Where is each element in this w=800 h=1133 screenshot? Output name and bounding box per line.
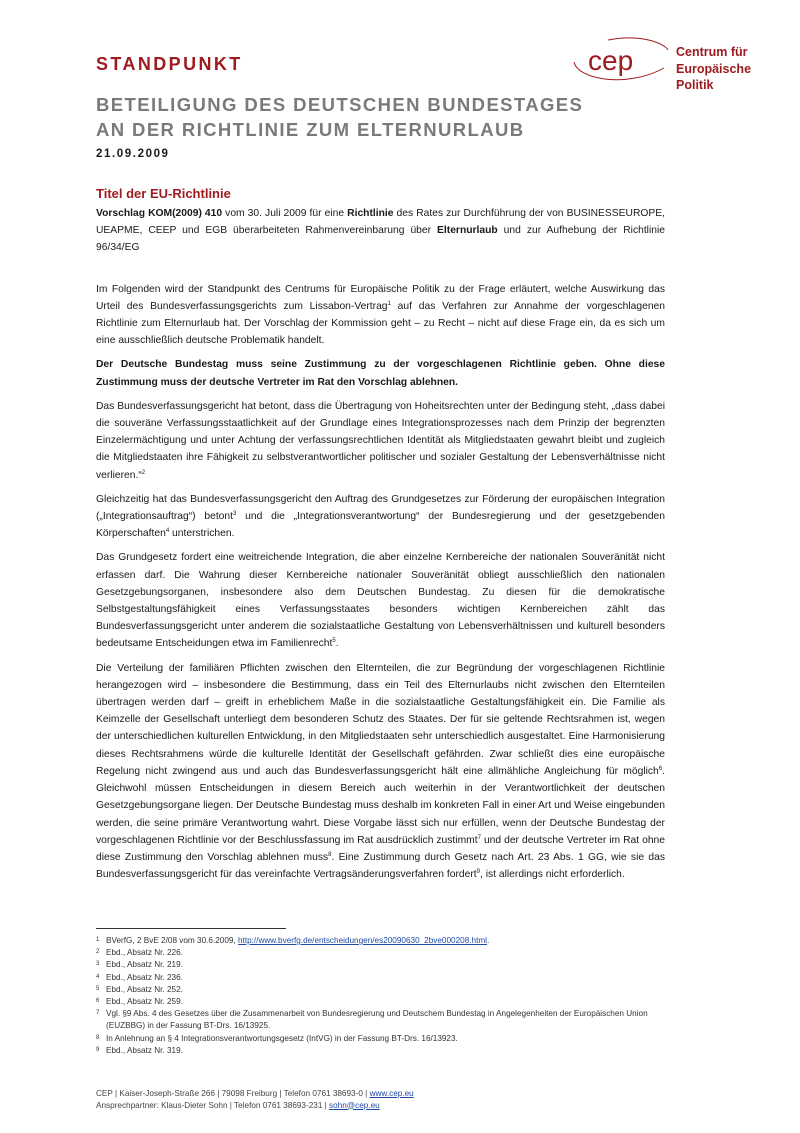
p1-text-a: Im Folgenden wird der Standpunkt des Centrums für Europäische Politik zu der Frage erläutert, welche Auswirkung das Urteil des Bundesverfassungsgerichts zum Lissabon-Vertrag <box>96 283 665 312</box>
email-link[interactable]: sohn@cep.eu <box>329 1100 380 1110</box>
p6-text-a: Die Verteilung der familiären Pflichten zwischen den Elternteilen, die zur Begründung der vorgeschlagenen Richtlinie herangezogen wird – insbesondere die Bestimmung, dass ein Teil des Elternurlaubs nicht zwischen den Elternteilen übertragen werden darf – greift in erheblichem Maße in die sozialstaatliche Gestaltungsfähigkeit ein. Die Familie als Keimzelle der Gesellschaft unterliegt dem besonderen Schutz des Staates. Der für sie geltende Rechtsrahmen ist, wegen der unterschiedlichen kulturellen Entwicklung, in den Mitgliedstaaten sehr unterschiedlich ausgestaltet. Eine Harmonisierung dieses Rechtsrahmens würde die kulturelle Identität der Gesellschaft gefährden. Zwar schließt dies eine europäische Regelung nicht zwingend aus und auch das Bundesverfassungsgericht hält eine allmähliche Angleichung für möglich <box>96 662 665 777</box>
p6-text-c: und der deutsche Vertreter im Rat ohne diese Zustimmung den Vorschlag ablehnen muss <box>96 834 666 863</box>
lead-text-2: vom 30. Juli 2009 für eine <box>222 208 348 219</box>
footer-contact <box>96 1100 596 1112</box>
lead-bold-5: Elternurlaub <box>437 225 498 237</box>
p5-text-b: . <box>335 638 339 650</box>
paragraph-grundgesetz <box>96 549 665 652</box>
footnote-1-text: BVerfG, 2 BvE 2/08 vom 30.6.2009, <box>106 936 238 945</box>
footnote-1-after: . <box>487 936 490 945</box>
p4-text-b: und die „Integrationsverantwortung“ der Bundesregierung und der gesetzgebenden Körperschaften <box>96 511 665 540</box>
footnote-number: 7 <box>96 1010 100 1017</box>
p6-text-b: . Gleichwohl müssen Entscheidungen in diesem Bereich auch weiterhin in der Verantwortlichkeit der deutschen Gesetzgebungsorgane liegen. Der Deutsche Bundestag muss deshalb im konkreten Fall in einer Art und Weise eingebunden werden, die seine primäre Verantwortung wahrt. Diese Vorgabe lässt sich nur erfüllen, wenn der Deutsche Bundestag der vorgeschlagenen Richtlinie vor der Beschlussfassung im Rat ausdrücklich zustimmt <box>96 765 665 846</box>
website-link[interactable]: www.cep.eu <box>369 1089 414 1098</box>
footnote-ref-9[interactable]: 9 <box>476 869 480 876</box>
footnote-number: 9 <box>96 1046 100 1053</box>
footnote-1 <box>96 935 671 947</box>
footnote-3 <box>96 959 671 971</box>
paragraph-intro <box>96 281 665 350</box>
footnote-ref-6[interactable]: 6 <box>658 765 663 772</box>
p4-text-a: Gleichzeitig hat das Bundesverfassungsgericht den Auftrag des Grundgesetzes zur Förderung der europäischen Integration („Integrationsauftrag“) betont <box>96 493 665 523</box>
p6-text-e: , ist allerdings nicht erforderlich. <box>479 869 625 881</box>
footnote-5 <box>96 984 671 996</box>
p1-text-b: auf das Verfahren zur Annahme der vorgeschlagenen Richtlinie zum Elternurlaub hat. Der Vorschlag der Kommission geht – zu Recht – nicht auf diese Frage ein, da es sich um eine ausschließlich deutsche Problematik handelt. <box>96 300 665 347</box>
lead-bold-3: Richtlinie <box>347 208 394 219</box>
document-body <box>96 205 665 890</box>
footnote-text <box>106 935 671 947</box>
paragraph-key-statement <box>96 356 665 390</box>
paragraph-family-duties <box>96 660 665 884</box>
lead-text-4: des Rates zur Durchführung der von BUSINESSEUROPE, UEAPME, CEEP und EGB überarbeiteten Rahmenvereinbarung über <box>96 208 665 237</box>
paragraph-integration <box>96 491 665 543</box>
brand-line-2: Europäische <box>676 61 752 76</box>
p3-text: Das Bundesverfassungsgericht hat betont, dass die Übertragung von Hoheitsrechten unter der Bedingung steht, „dass dabei die souveräne Verfassungsstaatlichkeit auf der Grundlage eines Integrationsprozesses nach dem Prinzip der begrenzten Einzelermächtigung und unter Achtung der verfassungsrechtlichen Identität als Mitgliedstaaten gewahrt bleibt und zugleich die Mitgliedstaaten ihre Fähigkeit zu selbstverantwortlicher politischer und sozialer Gestaltung der Lebensverhältnisse nicht verlieren.“ <box>96 400 665 481</box>
document-label: STANDPUNKT <box>96 54 243 74</box>
footnote-text: Ebd., Absatz Nr. 236. <box>106 972 183 982</box>
footnotes <box>96 935 671 1057</box>
brand-name <box>676 44 776 94</box>
footnote-text: Vgl. §9 Abs. 4 des Gesetzes über die Zusammenarbeit von Bundesregierung und Deutschem Bundestag in Angelegenheiten der Europäischen Union (EUZBBG) in der Fassung BT-Drs. 16/13925. <box>106 1009 648 1031</box>
footnote-text: Ebd., Absatz Nr. 226. <box>106 948 183 958</box>
footnote-7 <box>96 1008 671 1032</box>
paragraph-court-emphasis <box>96 398 665 484</box>
footnote-text: Ebd., Absatz Nr. 319. <box>106 1045 183 1055</box>
page-title <box>96 92 616 142</box>
footnote-ref-4[interactable]: 4 <box>165 528 170 535</box>
footnote-8 <box>96 1033 671 1045</box>
footnote-number: 3 <box>96 961 100 968</box>
footer-address <box>96 1088 596 1100</box>
footnote-text: Ebd., Absatz Nr. 219. <box>106 960 183 970</box>
footnote-number: 4 <box>96 973 100 980</box>
p2-bold: Der Deutsche Bundestag muss seine Zustimmung zu der vorgeschlagenen Richtlinie geben. Ohne diese Zustimmung muss der deutsche Vertreter im Rat den Vorschlag ablehnen. <box>96 359 665 388</box>
footnote-number: 5 <box>96 985 100 992</box>
footnote-text: In Anlehnung an § 4 Integrationsverantwortungsgesetz (IntVG) in der Fassung BT-Drs. 16/13923. <box>106 1033 458 1043</box>
footnote-divider <box>96 928 286 929</box>
footnote-ref-3[interactable]: 3 <box>233 511 237 518</box>
footnote-2 <box>96 947 671 959</box>
directive-title-paragraph <box>96 205 665 257</box>
footnote-text: Ebd., Absatz Nr. 259. <box>106 997 183 1007</box>
logo-text: cep <box>588 45 634 76</box>
footnote-ref-5[interactable]: 5 <box>332 638 336 645</box>
footnote-ref-7[interactable]: 7 <box>477 834 481 841</box>
lead-bold-1: Vorschlag KOM(2009) 410 <box>96 208 223 219</box>
lead-text-6: und zur Aufhebung der Richtlinie 96/34/EG <box>96 225 665 254</box>
footer-contact-text: Ansprechpartner: Klaus-Dieter Sohn | Telefon 0761 38693-231 | <box>96 1100 330 1110</box>
footer-address-text: CEP | Kaiser-Joseph-Straße 266 | 79098 Freiburg | Telefon 0761 38693-0 | <box>96 1089 370 1098</box>
bverfg-link[interactable]: http://www.bverfg.de/entscheidungen/es20090630_2bve000208.html <box>238 936 487 945</box>
footnote-ref-2[interactable]: 2 <box>141 469 146 476</box>
title-line-2: AN DER RICHTLINIE ZUM ELTERNURLAUB <box>96 119 525 140</box>
footnote-ref-1[interactable]: 1 <box>387 300 391 307</box>
footnote-4 <box>96 972 671 984</box>
footnote-text: Ebd., Absatz Nr. 252. <box>106 984 183 994</box>
page-footer <box>96 1088 596 1111</box>
footnote-9 <box>96 1045 671 1057</box>
brand-line-3: Politik <box>676 78 714 92</box>
footnote-number: 6 <box>96 998 100 1005</box>
p4-text-c: unterstrichen. <box>169 528 235 540</box>
footnote-number: 2 <box>96 949 100 956</box>
document-date: 21.09.2009 <box>96 148 170 160</box>
footnote-number: 8 <box>96 1034 100 1041</box>
footnote-6 <box>96 996 671 1008</box>
brand-line-1: Centrum für <box>676 45 748 59</box>
p5-text-a: Das Grundgesetz fordert eine weitreichende Integration, die aber einzelne Kernbereiche der nationalen Souveränität nicht erfassen darf. Die Wahrung dieser Kernbereiche nationaler Souveränität obliegt ausschließlich den nationalen Gesetzgebungsorganen, insbesondere also dem Deutschen Bundestag. Zu diesen für die demokratische Selbstgestaltungsfähigkeit eines Verfassungsstaates besonders wichtigen Kernbereichen zählt das Bundesverfassungsgericht unter anderem die sozialstaatliche Gestaltung von Lebensverhältnissen und kulturell besonders bedeutsame Entscheidungen etwa im Familienrecht <box>96 552 665 650</box>
p6-text-d: . Eine Zustimmung durch Gesetz nach Art. 23 Abs. 1 GG, wie sie das Bundesverfassungsgericht für das vereinfachte Vertragsänderungsverfahren fordert <box>96 851 665 881</box>
footnote-ref-8[interactable]: 8 <box>328 851 332 858</box>
title-line-1: BETEILIGUNG DES DEUTSCHEN BUNDESTAGES <box>96 94 584 115</box>
section-heading: Titel der EU-Richtlinie <box>96 186 231 201</box>
footnote-number: 1 <box>96 937 100 943</box>
